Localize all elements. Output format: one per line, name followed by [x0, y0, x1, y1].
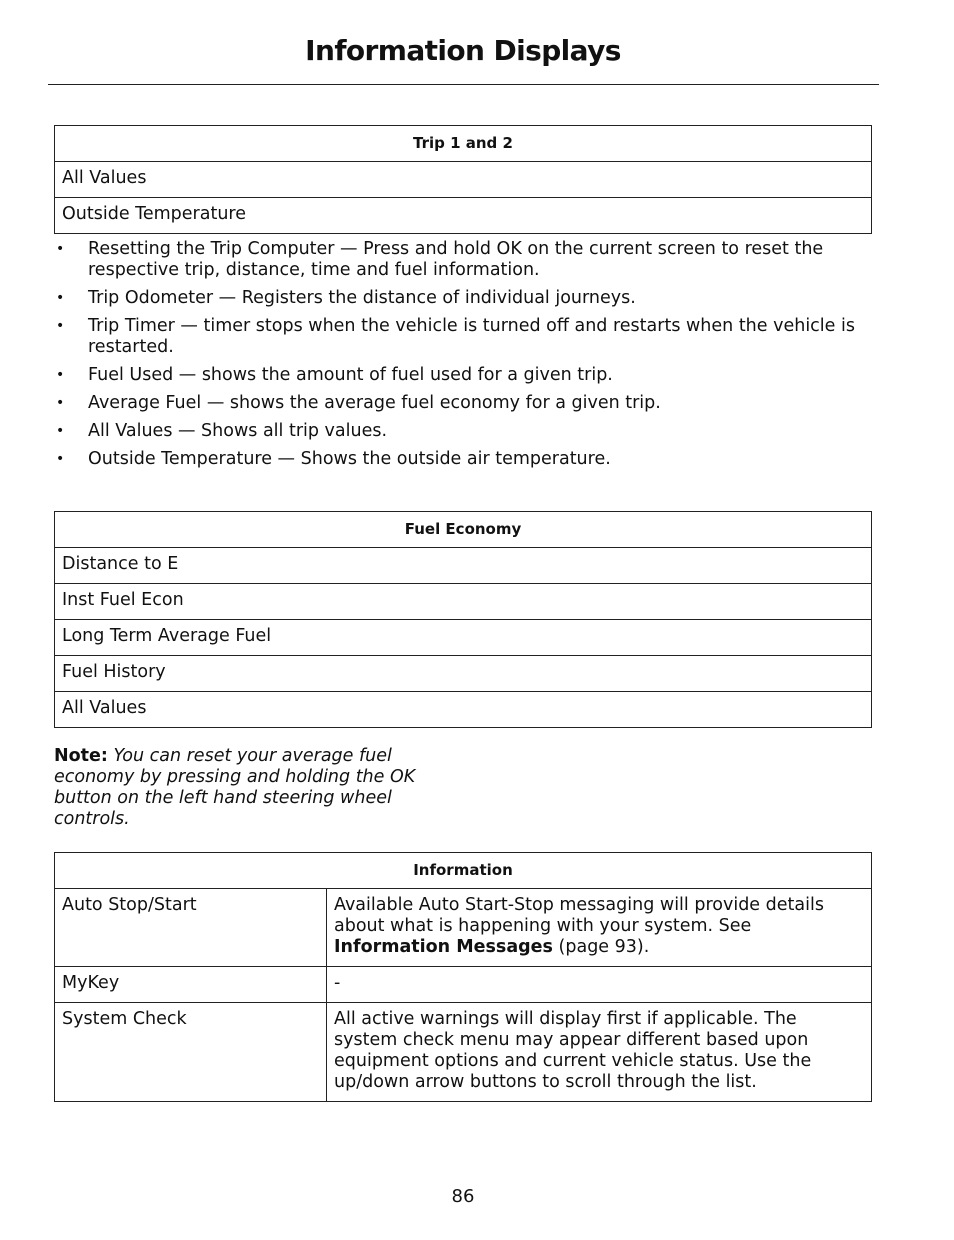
info-row-name: MyKey — [55, 967, 327, 1003]
info-row-description: Available Auto Start-Stop messaging will provide details about what is happening with your system. See Information Messages (page 93). — [327, 889, 872, 967]
page-title: Information Displays — [305, 34, 621, 67]
fuel-table-heading: Fuel Economy — [55, 512, 872, 548]
trip-table-row: All Values — [55, 162, 872, 198]
bullet-icon: • — [56, 290, 65, 306]
bullet-icon: • — [56, 318, 65, 334]
info-row-name: Auto Stop/Start — [55, 889, 327, 967]
table-row — [55, 889, 872, 967]
info-row-description: All active warnings will display first if applicable. The system check menu may appear different based upon equipment options and current vehicle status. Use the up/down arrow buttons to scroll through the list. — [327, 1003, 872, 1102]
list-item: • Fuel Used — shows the amount of fuel used for a given trip. — [56, 365, 613, 385]
trip-table-row: Outside Temperature — [55, 198, 872, 234]
list-item: • Trip Odometer — Registers the distance of individual journeys. — [56, 288, 636, 308]
title-divider — [48, 84, 879, 85]
fuel-table-row: Long Term Average Fuel — [55, 620, 872, 656]
info-row-name: System Check — [55, 1003, 327, 1102]
info-messages-reference[interactable]: Information Messages — [334, 937, 553, 957]
trip-table-heading: Trip 1 and 2 — [55, 126, 872, 162]
note-text: You can reset your average fuel economy by pressing and holding the OK button on the left hand steering wheel controls. — [54, 746, 416, 829]
list-item: • Resetting the Trip Computer — Press and hold OK on the current screen to reset the respective trip, distance, time and fuel information. — [56, 239, 824, 280]
bullet-icon: • — [56, 367, 65, 383]
note — [54, 746, 434, 830]
trip-table — [54, 125, 872, 234]
info-row-description: - — [327, 967, 872, 1003]
fuel-table-row: Inst Fuel Econ — [55, 584, 872, 620]
fuel-economy-table — [54, 511, 872, 728]
info-table-heading: Information — [55, 853, 872, 889]
page-number: 86 — [451, 1186, 475, 1207]
bullet-icon: • — [56, 395, 65, 411]
bullet-icon: • — [56, 451, 65, 467]
fuel-table-row: Fuel History — [55, 656, 872, 692]
fuel-table-row: All Values — [55, 692, 872, 728]
table-row — [55, 1003, 872, 1102]
list-item: • Average Fuel — shows the average fuel economy for a given trip. — [56, 393, 661, 413]
information-table — [54, 852, 872, 1102]
table-row — [55, 967, 872, 1003]
list-item: • Trip Timer — timer stops when the vehicle is turned off and restarts when the vehicle is restarted. — [56, 316, 855, 357]
list-item: • Outside Temperature — Shows the outside air temperature. — [56, 449, 611, 469]
note-label: Note: — [54, 746, 108, 766]
trip-bullet-list — [54, 239, 878, 477]
fuel-table-row: Distance to E — [55, 548, 872, 584]
bullet-icon: • — [56, 241, 65, 257]
list-item: • All Values — Shows all trip values. — [56, 421, 388, 441]
bullet-icon: • — [56, 423, 65, 439]
